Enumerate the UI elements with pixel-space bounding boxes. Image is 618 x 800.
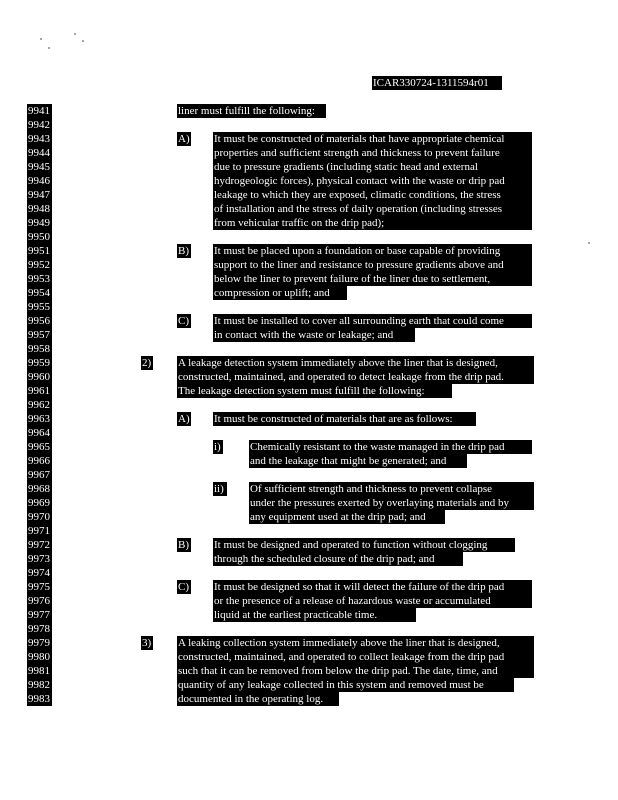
item-3-line: A leaking collection system immediately above the liner that is designed, bbox=[177, 636, 534, 650]
line-number: 9980 bbox=[28, 651, 50, 663]
item-2a-i-line: Chemically resistant to the waste managed in the drip pad bbox=[249, 440, 532, 454]
item-a-line: from vehicular traffic on the drip pad); bbox=[213, 216, 532, 230]
line-number: 9967 bbox=[28, 469, 50, 481]
line-number: 9959 bbox=[28, 357, 50, 369]
line-number: 9971 bbox=[28, 525, 50, 537]
item-a-line: due to pressure gradients (including static head and external bbox=[213, 160, 532, 174]
item-2c-line: liquid at the earliest practicable time. bbox=[213, 608, 416, 622]
line-number: 9944 bbox=[28, 147, 50, 159]
scan-speck bbox=[82, 40, 84, 42]
line-number: 9974 bbox=[28, 567, 50, 579]
line-number: 9983 bbox=[28, 693, 50, 705]
item-2c-line: It must be designed so that it will detect the failure of the drip pad bbox=[213, 580, 532, 594]
item-2a-ii-line: under the pressures exerted by overlaying materials and by bbox=[249, 496, 534, 510]
item-a-line: leakage to which they are exposed, climatic conditions, the stress bbox=[213, 188, 532, 202]
item-2a-marker: A) bbox=[178, 413, 190, 425]
scan-speck bbox=[74, 33, 76, 35]
line-number: 9979 bbox=[28, 637, 50, 649]
line-number: 9968 bbox=[28, 483, 50, 495]
item-2b-marker: B) bbox=[178, 539, 189, 551]
line-number: 9945 bbox=[28, 161, 50, 173]
line-number: 9972 bbox=[28, 539, 50, 551]
line-number: 9956 bbox=[28, 315, 50, 327]
item-2c-marker: C) bbox=[178, 581, 189, 593]
item-c-marker: C) bbox=[178, 315, 189, 327]
line-number: 9973 bbox=[28, 553, 50, 565]
scan-speck bbox=[588, 242, 590, 244]
line-number: 9976 bbox=[28, 595, 50, 607]
item-2a-ii-marker: ii) bbox=[213, 482, 227, 496]
item-3-line: such that it can be removed from below the drip pad. The date, time, and bbox=[177, 664, 534, 678]
line-number: 9955 bbox=[28, 301, 50, 313]
item-2a-ii-line: Of sufficient strength and thickness to prevent collapse bbox=[249, 482, 534, 496]
line-number: 9969 bbox=[28, 497, 50, 509]
item-2a-i-line: and the leakage that might be generated; and bbox=[249, 454, 467, 468]
line-number: 9947 bbox=[28, 189, 50, 201]
item-2-marker: 2) bbox=[142, 357, 152, 369]
line-number: 9981 bbox=[28, 665, 50, 677]
item-c-line: It must be installed to cover all surrounding earth that could come bbox=[213, 314, 532, 328]
line-number: 9970 bbox=[28, 511, 50, 523]
item-a-line: properties and sufficient strength and thickness to prevent failure bbox=[213, 146, 532, 160]
item-3-line: documented in the operating log. bbox=[177, 692, 339, 706]
line-number: 9949 bbox=[28, 217, 50, 229]
item-3-line: quantity of any leakage collected in this system and removed must be bbox=[177, 678, 514, 692]
line-number-column bbox=[0, 0, 60, 800]
item-b-line: below the liner to prevent failure of the liner due to settlement, bbox=[213, 272, 532, 286]
item-2-line: constructed, maintained, and operated to detect leakage from the drip pad. bbox=[177, 370, 534, 384]
line-number: 9957 bbox=[28, 329, 50, 341]
item-a-line: hydrogeologic forces), physical contact with the waste or drip pad bbox=[213, 174, 532, 188]
line-number: 9941 bbox=[28, 105, 50, 117]
line-number: 9963 bbox=[28, 413, 50, 425]
item-2a-ii-line: any equipment used at the drip pad; and bbox=[249, 510, 445, 524]
item-2-line: A leakage detection system immediately above the liner that is designed, bbox=[177, 356, 534, 370]
line-number: 9950 bbox=[28, 231, 50, 243]
item-2a-i-marker: i) bbox=[213, 440, 223, 454]
item-2b-line: through the scheduled closure of the drip pad; and bbox=[213, 552, 463, 566]
line-number: 9946 bbox=[28, 175, 50, 187]
item-b-marker: B) bbox=[178, 245, 189, 257]
item-3-line: constructed, maintained, and operated to collect leakage from the drip pad bbox=[177, 650, 534, 664]
item-b-line: support to the liner and resistance to pressure gradients above and bbox=[213, 258, 532, 272]
line-number: 9961 bbox=[28, 385, 50, 397]
line-number: 9965 bbox=[28, 441, 50, 453]
line-number: 9978 bbox=[28, 623, 50, 635]
line-number: 9951 bbox=[28, 245, 50, 257]
item-2a-line: It must be constructed of materials that are as follows: bbox=[213, 412, 476, 426]
line-number: 9960 bbox=[28, 371, 50, 383]
item-b-line: It must be placed upon a foundation or base capable of providing bbox=[213, 244, 532, 258]
line-number: 9942 bbox=[28, 119, 50, 131]
line-number: 9952 bbox=[28, 259, 50, 271]
line-number: 9964 bbox=[28, 427, 50, 439]
line-number: 9966 bbox=[28, 455, 50, 467]
document-id: ICAR330724-1311594r01 bbox=[372, 76, 502, 90]
item-3-marker: 3) bbox=[142, 637, 152, 649]
item-c-line: in contact with the waste or leakage; and bbox=[213, 328, 415, 342]
item-a-marker: A) bbox=[178, 133, 190, 145]
item-a-line: It must be constructed of materials that have appropriate chemical bbox=[213, 132, 532, 146]
line-number: 9943 bbox=[28, 133, 50, 145]
line-number: 9958 bbox=[28, 343, 50, 355]
line-number: 9975 bbox=[28, 581, 50, 593]
line-number: 9948 bbox=[28, 203, 50, 215]
item-2c-line: or the presence of a release of hazardous waste or accumulated bbox=[213, 594, 532, 608]
intro-line: liner must fulfill the following: bbox=[177, 104, 326, 118]
line-number: 9962 bbox=[28, 399, 50, 411]
line-number: 9977 bbox=[28, 609, 50, 621]
item-2b-line: It must be designed and operated to function without clogging bbox=[213, 538, 515, 552]
line-number: 9982 bbox=[28, 679, 50, 691]
item-a-line: of installation and the stress of daily operation (including stresses bbox=[213, 202, 532, 216]
item-2-line: The leakage detection system must fulfill the following: bbox=[177, 384, 452, 398]
line-number: 9953 bbox=[28, 273, 50, 285]
line-number: 9954 bbox=[28, 287, 50, 299]
item-b-line: compression or uplift; and bbox=[213, 286, 347, 300]
